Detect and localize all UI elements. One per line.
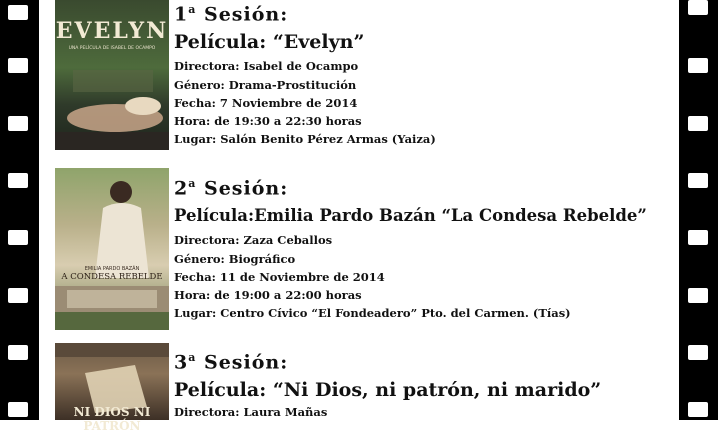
detail-label: Directora:	[174, 405, 240, 420]
detail-label: Lugar:	[174, 132, 217, 147]
detail-label: Lugar:	[174, 306, 217, 321]
poster-condesa-rebelde	[55, 168, 169, 330]
sprocket-hole	[8, 173, 28, 188]
detail-label: Directora:	[174, 59, 240, 74]
sprocket-hole	[8, 58, 28, 73]
detail-label: Fecha:	[174, 269, 216, 284]
detail-row-director	[174, 57, 674, 75]
detail-row-time	[174, 286, 674, 304]
sprocket-hole	[8, 288, 28, 303]
poster-title: EVELYN	[55, 18, 169, 44]
film-label: Película:	[174, 379, 267, 402]
sprocket-hole	[688, 173, 708, 188]
film-line	[174, 203, 674, 229]
detail-row-genre	[174, 250, 674, 268]
film-title: Emilia Pardo Bazán “La Condesa Rebelde”	[254, 206, 647, 226]
detail-value: Salón Benito Pérez Armas (Yaiza)	[220, 132, 436, 147]
detail-value: de 19:00 a 22:00 horas	[214, 287, 362, 302]
poster-evelyn	[55, 0, 169, 150]
poster-ni-dios	[55, 343, 169, 433]
session-heading	[174, 0, 674, 25]
detail-value: Drama-Prostitución	[228, 77, 357, 92]
sprocket-hole	[688, 230, 708, 245]
film-label: Película:	[174, 206, 255, 226]
poster-figure-illustration	[55, 168, 169, 330]
detail-row-director	[174, 403, 674, 421]
poster-tagline: UNA PELÍCULA DE ISABEL DE OCAMPO	[68, 46, 156, 51]
session-number: 3	[174, 351, 189, 374]
detail-row-place	[174, 304, 674, 322]
poster-title: NI DIOS NI PATRÓN	[73, 405, 151, 433]
detail-value: Laura Mañas	[243, 405, 328, 420]
detail-row-place	[174, 130, 674, 148]
session-word: Sesión:	[204, 351, 289, 374]
detail-label: Hora:	[174, 113, 211, 128]
film-title: “Evelyn”	[272, 31, 365, 54]
detail-label: Género:	[174, 77, 225, 92]
detail-row-genre	[174, 76, 674, 94]
session-1	[174, 0, 674, 148]
sprocket-hole	[8, 402, 28, 417]
sprocket-hole	[8, 5, 28, 20]
film-label: Película:	[174, 31, 267, 54]
film-line	[174, 29, 674, 55]
detail-value: Biográfico	[228, 251, 296, 266]
detail-value: 11 de Noviembre de 2014	[219, 269, 385, 284]
detail-value: Zaza Ceballos	[243, 233, 333, 248]
detail-value: Centro Cívico “El Fondeadero” Pto. del Carmen. (Tías)	[220, 306, 571, 321]
detail-row-date	[174, 268, 674, 286]
ordinal-marker: a	[188, 3, 197, 16]
session-details	[174, 231, 674, 322]
session-number: 2	[174, 177, 189, 200]
detail-label: Género:	[174, 251, 225, 266]
session-heading	[174, 347, 674, 373]
session-word: Sesión:	[204, 3, 289, 26]
sprocket-hole	[8, 230, 28, 245]
session-word: Sesión:	[204, 177, 289, 200]
sprocket-hole	[688, 58, 708, 73]
ordinal-marker: a	[188, 351, 197, 364]
film-strip-left	[0, 0, 39, 420]
sprocket-hole	[688, 0, 708, 15]
detail-value: Isabel de Ocampo	[243, 59, 359, 74]
detail-label: Fecha:	[174, 95, 216, 110]
session-heading	[174, 173, 674, 199]
session-2	[174, 173, 674, 322]
detail-value: 7 Noviembre de 2014	[219, 95, 358, 110]
poster-figure-illustration	[55, 0, 169, 150]
sprocket-hole	[688, 402, 708, 417]
session-3	[174, 347, 674, 422]
detail-value: de 19:30 a 22:30 horas	[214, 113, 362, 128]
detail-row-director	[174, 231, 674, 249]
detail-row-time	[174, 112, 674, 130]
session-number: 1	[174, 3, 189, 26]
sprocket-hole	[8, 116, 28, 131]
sprocket-hole	[688, 288, 708, 303]
ordinal-marker: a	[188, 177, 197, 190]
detail-row-date	[174, 94, 674, 112]
film-title: “Ni Dios, ni patrón, ni marido”	[272, 379, 602, 402]
film-strip-right	[679, 0, 718, 420]
poster-tagline: EMILIA PARDO BAZÁN	[84, 266, 140, 272]
detail-label: Directora:	[174, 233, 240, 248]
session-details	[174, 403, 674, 421]
detail-label: Hora:	[174, 287, 211, 302]
film-line	[174, 377, 674, 403]
session-details	[174, 57, 674, 148]
sprocket-hole	[688, 116, 708, 131]
poster-title: A CONDESA REBELDE	[61, 272, 163, 282]
sprocket-hole	[8, 345, 28, 360]
sprocket-hole	[688, 345, 708, 360]
